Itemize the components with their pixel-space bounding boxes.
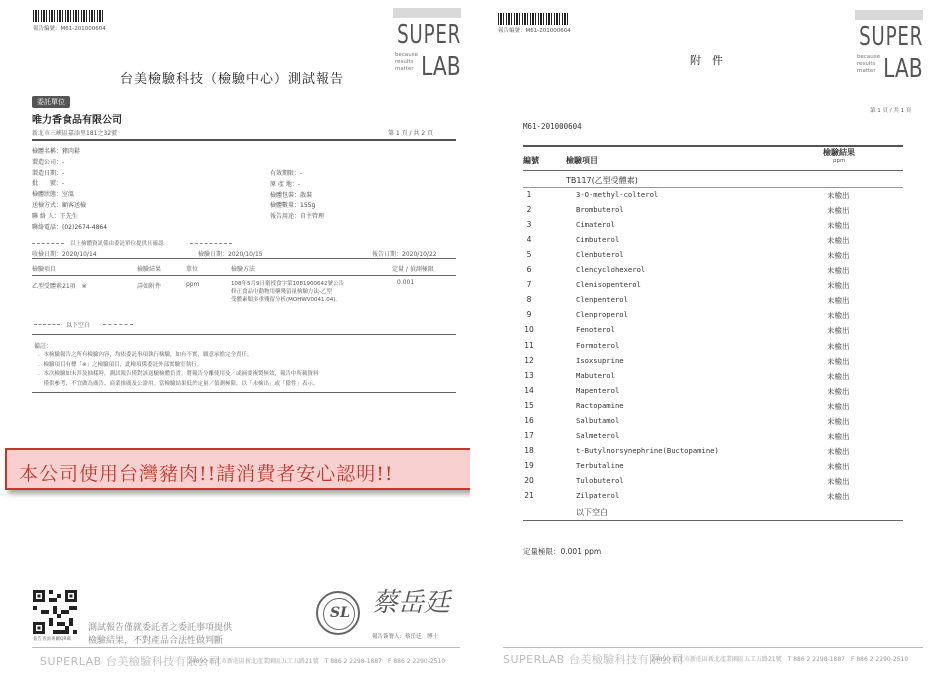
sample-field: 檢體狀態：室溫	[32, 191, 75, 199]
result-item: 乙型受體素21項 ※	[32, 283, 87, 290]
row-item: Salmeterol	[576, 430, 620, 440]
row-number: 3	[526, 220, 532, 230]
sample-field: 報告用途：自主管理	[270, 213, 325, 221]
table-row	[523, 190, 903, 205]
notes-title: 備註：	[34, 343, 53, 350]
row-item: Isoxsuprine	[576, 355, 624, 365]
row-result: 未檢出	[827, 371, 850, 381]
row-item: Mapenterol	[576, 385, 620, 395]
lab-seal: SL	[316, 591, 360, 635]
row-result: 未檢出	[827, 206, 850, 216]
report-id: M61-201000604	[523, 122, 582, 131]
note-line: ．本次檢驗如未涉及抽樣時，測試報告僅對該送驗檢體負責。將報告分離使用及／或摘要複製無效，報告中所載資料	[38, 371, 319, 377]
barcode	[498, 13, 568, 25]
row-item: Salbutamol	[576, 415, 620, 425]
appendix-title: 附 件	[690, 54, 723, 67]
row-result: 未檢出	[827, 311, 850, 321]
table-row	[523, 265, 903, 280]
result-value: 詳如附件	[137, 283, 162, 290]
superlab-logo: SUPER because results matter LAB	[855, 10, 923, 80]
row-number: 14	[524, 385, 534, 395]
row-number: 12	[524, 355, 534, 365]
row-result: 未檢出	[827, 356, 850, 366]
sample-field: 製造日期：-	[32, 169, 65, 177]
row-item: Cimaterol	[576, 220, 615, 230]
sample-field: 檢體名稱：豬肉鬆	[32, 148, 81, 155]
row-number: 4	[526, 235, 532, 245]
row-number: 19	[524, 460, 534, 470]
row-item: 3-O-methyl-colterol	[576, 190, 659, 199]
row-number: 20	[524, 475, 534, 485]
row-number: 5	[526, 250, 532, 260]
row-result: 未檢出	[827, 221, 850, 231]
row-item: Brombuterol	[576, 205, 624, 215]
note-line: 僅供參考，不宜做為廣告、商業推廣及公證用。當檢驗結果低於定量／偵測極限，以「未檢出」或「陰性」表示。	[38, 380, 319, 387]
note-line: ．本檢驗報告之所有檢驗內容，均依委託事項執行檢驗，如有不實，願意承擔完全責任。	[38, 352, 253, 358]
table-row	[523, 295, 903, 310]
barcode	[33, 10, 103, 22]
row-result: 未檢出	[827, 266, 850, 276]
sample-field: 製造公司：-	[32, 158, 65, 166]
row-item: t-Butylnorsynephrine(Buctopamine)	[576, 445, 719, 455]
table-row	[523, 220, 903, 235]
row-number: 9	[526, 310, 532, 320]
row-item: Tulobuterol	[576, 475, 624, 485]
row-item: Fenoterol	[576, 325, 615, 335]
header-no: 編號	[523, 156, 539, 165]
received-date: 收檢日期：2020/10/14	[32, 251, 97, 258]
blank-below: 以下空白	[576, 508, 608, 517]
client-badge: 委託單位	[32, 96, 70, 108]
row-number: 16	[524, 415, 534, 425]
table-row	[523, 431, 903, 446]
row-item: Clencyclohexerol	[576, 265, 646, 275]
row-result: 未檢出	[827, 326, 850, 336]
sample-field: 原 產 地：-	[270, 180, 300, 188]
company-address: 新北市三峽區嘉添里181之32號	[32, 130, 118, 137]
table-row	[523, 310, 903, 325]
row-item: Cimbuterol	[576, 235, 620, 245]
row-number: 17	[524, 430, 534, 440]
footer-brand: SUPERLAB 台美檢驗科技有限公司	[40, 655, 221, 668]
note-line: ．檢驗項目有標「※」之檢驗項目，此檢項係委託外部實驗室執行。	[38, 361, 203, 368]
sample-field: 檢體數量：155g	[270, 202, 316, 210]
row-item: Zilpaterol	[576, 491, 620, 500]
table-row	[523, 250, 903, 265]
row-result: 未檢出	[827, 461, 850, 471]
table-row	[523, 356, 903, 371]
row-number: 15	[524, 400, 534, 410]
quantitation-limit: 定量極限：0.001 ppm	[523, 547, 602, 556]
test-group: TB117(乙型受體素)	[566, 176, 638, 185]
table-row	[523, 325, 903, 340]
table-row	[523, 461, 903, 476]
table-row	[523, 280, 903, 295]
sample-field: 有效期限：-	[270, 170, 303, 177]
row-item: Clenpenterol	[576, 295, 628, 305]
row-item: Clenisopenterol	[576, 280, 641, 290]
provided-note: 以上檢體資訊係由委託單位提供且確認	[70, 241, 164, 247]
table-row	[523, 491, 903, 506]
header-item: 檢驗項目	[566, 156, 598, 165]
row-result: 未檢出	[827, 281, 850, 291]
table-row	[523, 401, 903, 416]
row-result: 未檢出	[827, 431, 850, 441]
table-row	[523, 386, 903, 401]
row-item: Mabuterol	[576, 370, 615, 380]
header-unit: ppm	[833, 158, 846, 164]
method-line-1: 108年5月9日衛授食字第1081900642號公告	[231, 281, 344, 287]
row-item: Terbutaline	[576, 460, 624, 470]
row-number: 10	[524, 325, 534, 335]
row-result: 未檢出	[827, 296, 850, 306]
row-item: Clenbuterol	[576, 250, 624, 260]
result-unit: ppm	[186, 281, 200, 288]
row-result: 未檢出	[827, 492, 850, 501]
qr-caption: 報告查詢專屬QR碼	[33, 637, 72, 642]
row-number: 8	[526, 295, 532, 305]
report-title: 台美檢驗科技（檢驗中心）測試報告	[120, 72, 345, 87]
table-header-cell: 檢驗方法	[231, 266, 256, 273]
sample-field: 聯絡電話：(02)2674-4864	[32, 223, 108, 231]
row-result: 未檢出	[827, 191, 850, 200]
appendix-page	[478, 0, 937, 682]
row-number: 7	[526, 280, 532, 290]
sample-field: 批 號：-	[32, 180, 65, 188]
row-number: 11	[524, 340, 534, 350]
qr-code[interactable]	[33, 590, 77, 634]
page-number: 第 1 頁 / 共 2 頁	[388, 130, 434, 137]
header-result: 檢驗結果	[823, 148, 855, 157]
table-row	[523, 476, 903, 491]
company-name: 唯力香食品有限公司	[32, 115, 122, 126]
disclaimer-line-1: 測試報告僅就委託者之委託事項提供	[88, 623, 233, 633]
row-result: 未檢出	[827, 251, 850, 261]
test-date: 檢驗日期：2020/10/15	[198, 251, 263, 258]
result-limit: 0.001	[397, 279, 415, 286]
method-line-2: 修正食品中動物用藥殘留量檢驗方法-乙型	[231, 289, 332, 295]
table-header-cell: 檢驗結果	[137, 266, 162, 273]
row-result: 未檢出	[827, 341, 850, 351]
row-number: 21	[524, 491, 534, 500]
footer-address: 24890 新北市新莊區新北產業園區五工五路21號 T 886 2 2298-1887 F 886 2 2290-2510	[188, 658, 446, 665]
row-number: 1	[526, 190, 532, 199]
table-header-cell: 檢驗項目	[32, 266, 57, 273]
row-item: Formoterol	[576, 340, 620, 350]
report-number: 報告編號：M61-201000604	[33, 26, 106, 32]
report-date: 報告日期：2020/10/22	[372, 251, 437, 258]
row-item: Clenproperol	[576, 310, 628, 320]
row-result: 未檢出	[827, 476, 850, 486]
row-item: Ractopamine	[576, 400, 624, 410]
table-row	[523, 446, 903, 461]
superlab-logo: SUPER because results matter LAB	[393, 8, 461, 78]
blank-below: 以下空白	[66, 322, 91, 329]
method-line-3: 受體素類多重殘留分析(MOHWV0041.04)。	[231, 297, 341, 303]
row-number: 13	[524, 370, 534, 380]
row-result: 未檢出	[827, 386, 850, 396]
row-result: 未檢出	[827, 236, 850, 246]
page-number: 第 1 頁 / 共 1 頁	[870, 108, 912, 114]
table-row	[523, 205, 903, 220]
disclaimer-line-2: 檢驗結果，不對產品合法性做判斷	[88, 636, 224, 646]
footer-brand: SUPERLAB 台美檢驗科技有限公司	[503, 653, 684, 666]
sample-field: 檢體包裝：散裝	[270, 191, 313, 199]
row-number: 6	[526, 265, 532, 275]
row-number: 18	[524, 445, 534, 455]
table-row	[523, 416, 903, 431]
row-result: 未檢出	[827, 401, 850, 411]
sample-field: 聯 絡 人：王先生	[32, 212, 78, 220]
row-number: 2	[526, 205, 532, 215]
table-row	[523, 371, 903, 386]
signature: 蔡岳廷	[372, 588, 451, 618]
table-row	[523, 235, 903, 250]
row-result: 未檢出	[827, 446, 850, 456]
table-header-cell: 單位	[186, 266, 199, 273]
table-row	[523, 341, 903, 356]
pork-origin-banner: 本公司使用台灣豬肉!!請消費者安心認明!!	[5, 448, 470, 490]
signer: 報告簽署人：蔡岳廷 博士	[372, 634, 439, 640]
sample-field: 送檢方式：顧客送檢	[32, 202, 87, 209]
report-number: 報告編號：M61-201000604	[498, 28, 571, 34]
table-header-cell: 定量 / 偵測極限	[392, 266, 434, 273]
row-result: 未檢出	[827, 416, 850, 426]
footer-address: 24890 新北市新莊區新北產業園區五工五路21號 T 886 2 2298-1887 F 886 2 2290-2510	[651, 656, 909, 663]
